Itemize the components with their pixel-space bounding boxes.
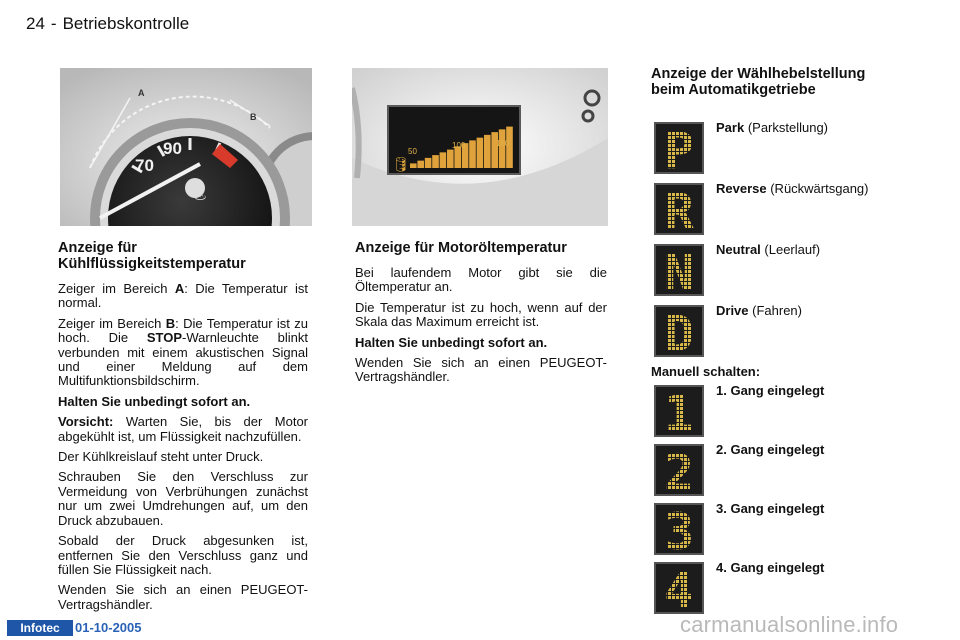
coolant-caution: Vorsicht: Warten Sie, bis der Motor abgekühlt ist, um Flüssigkeit nachzufüllen. [58, 414, 308, 444]
oil-level-bar [440, 152, 447, 168]
page-title: Betriebskontrolle [62, 14, 190, 33]
coolant-pressure: Der Kühlkreislauf steht unter Druck. [58, 449, 264, 465]
manual-gear-label-1: 1. Gang eingelegt [716, 383, 825, 398]
coolant-gauge-photo [60, 68, 312, 226]
coolant-zone-a: Zeiger im Bereich A: Die Temperatur ist normal. [58, 281, 308, 311]
coolant-zone-b: Zeiger im Bereich B: Die Temperatur ist zu hoch. Die STOP-Warnleuchte blinkt verbunden mit einem akustischen Signal und einer Meldung auf dem Multifunktionsbildschirm. [58, 315, 309, 389]
coolant-screw: Schrauben Sie den Verschluss zur Vermeidung von Verbrühungen zunächst nur um zwei Umdrehungen auf, um den Druck abzubauen. [58, 469, 308, 528]
manual-gear-label-3: 3. Gang eingelegt [716, 501, 825, 516]
oil-level-bar [447, 150, 454, 168]
gear-label-r [716, 181, 868, 196]
gear-description: (Parkstellung) [744, 120, 829, 135]
gear-name: Park [716, 120, 745, 135]
gear-heading: Anzeige der Wählhebelstellung beim Automatikgetriebe [651, 66, 866, 98]
gear-label-n [716, 242, 820, 257]
gauge-label-b: B [250, 112, 257, 122]
footer-date: 01-10-2005 [75, 620, 142, 635]
oil-level-bar [432, 155, 439, 168]
oil-level-bar [425, 158, 432, 168]
gear-indicator-3 [654, 503, 704, 555]
gear-label-d [716, 303, 802, 318]
gear-indicator-1 [654, 385, 704, 437]
gauge-tick-70: 70 [135, 156, 154, 175]
gear-name: Drive [716, 303, 749, 318]
gauge-label-a: A [138, 88, 145, 98]
oil-gauge-photo [352, 68, 608, 226]
gear-description: (Rückwärtsgang) [766, 181, 869, 196]
oil-level-bar [410, 163, 417, 168]
oil-level-bar [417, 161, 424, 168]
svg-text:2: 2 [663, 446, 695, 494]
oil-heading: Anzeige für Motoröltemperatur [355, 240, 567, 256]
oil-tick-150: 150 [496, 139, 510, 148]
watermark: carmanualsonline.info [680, 612, 899, 637]
gear-description: (Fahren) [748, 303, 802, 318]
coolant-refill: Sobald der Druck abgesunken ist, entfernen Sie den Verschluss ganz und füllen Sie Flüssigkeit nach. [58, 533, 308, 577]
gear-label-p [716, 120, 828, 135]
oil-tick-100: 100 [452, 141, 466, 150]
page-number: 24 [26, 14, 45, 33]
oil-level-bar [491, 132, 498, 168]
gauge-tick-90: 90 [163, 139, 182, 158]
svg-text:3: 3 [663, 505, 695, 553]
coolant-contact: Wenden Sie sich an einen PEUGEOT-Vertragshändler. [58, 582, 308, 612]
gear-indicator-2 [654, 444, 704, 496]
oil-description: Bei laufendem Motor gibt sie die Öltemperatur an. [355, 265, 607, 295]
manual-gear-label-2: 2. Gang eingelegt [716, 442, 825, 457]
svg-text:P: P [663, 124, 695, 172]
page-header [26, 14, 189, 34]
oil-maximum: Die Temperatur ist zu hoch, wenn auf der Skala das Maximum erreicht ist. [355, 299, 607, 330]
oil-level-bar [469, 140, 476, 168]
gear-description: (Leerlauf) [760, 242, 821, 257]
svg-text:🛢: 🛢 [392, 156, 410, 172]
header-separator: - [50, 14, 57, 33]
coolant-stop-warning: Halten Sie unbedingt sofort an. [58, 393, 251, 409]
gear-indicator-d [654, 305, 704, 357]
infotec-logo: Infotec [7, 620, 73, 636]
coolant-heading: Anzeige für Kühlflüssigkeitstemperatur [58, 240, 246, 272]
coolant-section [58, 240, 308, 618]
oil-level-bar [499, 129, 506, 168]
gear-indicator-r [654, 183, 704, 235]
gear-indicator-p [654, 122, 704, 174]
gear-name: Reverse [716, 181, 767, 196]
oil-level-bar [477, 138, 484, 168]
svg-text:4: 4 [663, 564, 695, 612]
svg-text:1: 1 [663, 387, 695, 435]
gear-name: Neutral [716, 242, 761, 257]
manual-shift-heading: Manuell schalten: [651, 364, 761, 379]
gear-indicator-4 [654, 562, 704, 614]
svg-text:R: R [663, 185, 695, 233]
manual-gear-label-4: 4. Gang eingelegt [716, 560, 825, 575]
gear-indicator-n [654, 244, 704, 296]
svg-text:N: N [663, 246, 695, 294]
oil-level-bar [484, 135, 491, 168]
svg-text:♨: ♨ [193, 187, 208, 204]
svg-text:D: D [663, 307, 695, 355]
oil-contact: Wenden Sie sich an einen PEUGEOT-Vertragshändler. [355, 355, 607, 385]
oil-section [355, 240, 607, 391]
oil-stop-warning: Halten Sie unbedingt sofort an. [355, 334, 548, 350]
oil-tick-50: 50 [408, 147, 417, 156]
